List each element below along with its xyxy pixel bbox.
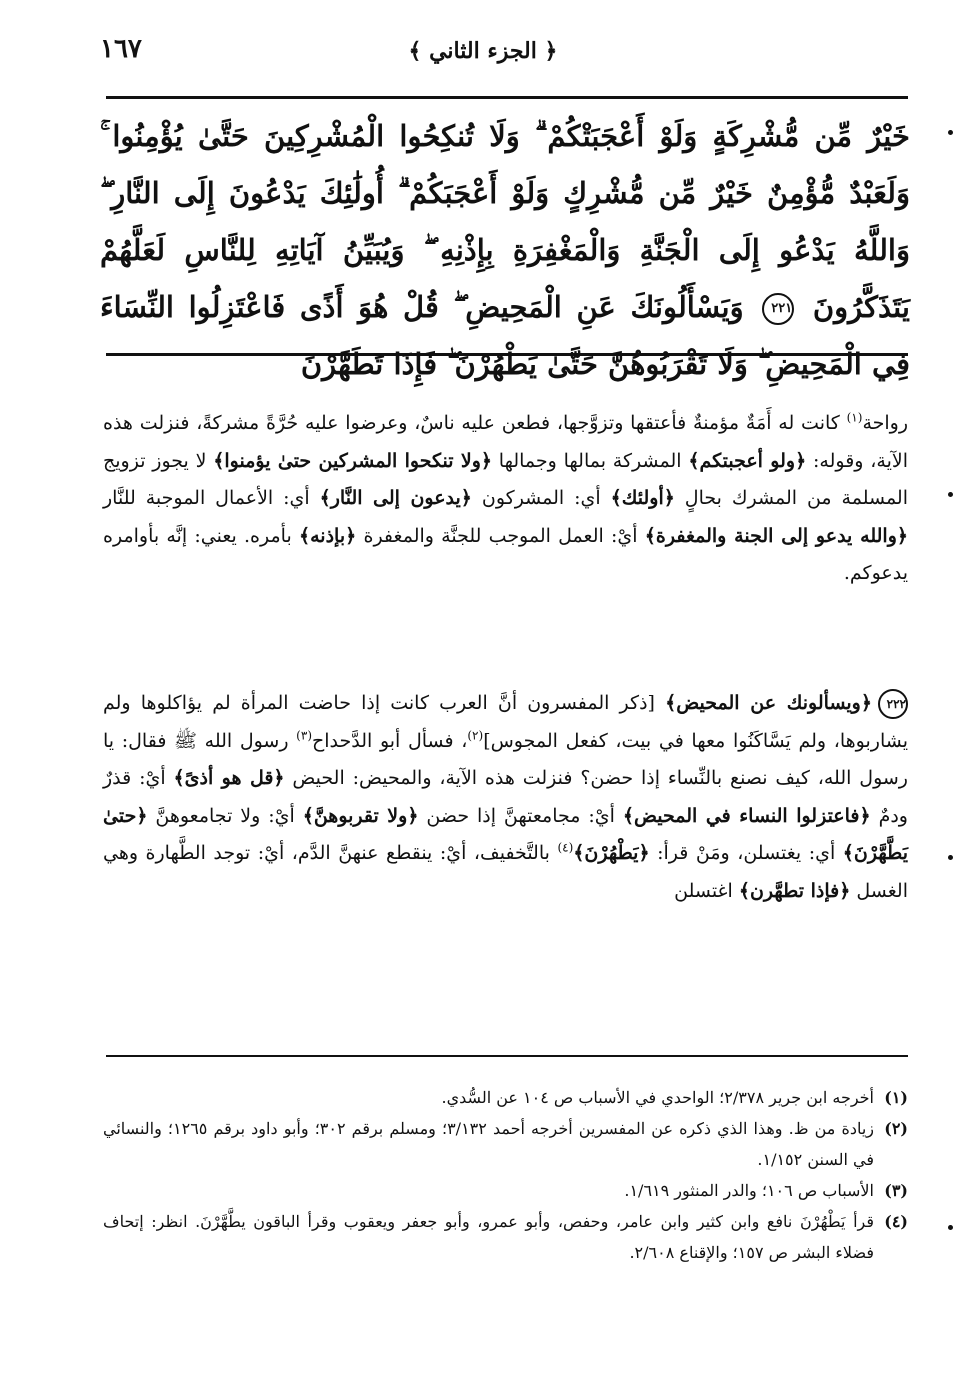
quote-faidha-tatahharna: ﴿فإذا تطهَّرن﴾ bbox=[738, 879, 851, 902]
verse-bottom-rule bbox=[106, 353, 908, 356]
footnote-text: زيادة من ظ. وهذا الذي ذكره عن المفسرين أخرجه أحمد ٣/١٣٢؛ ومسلم برقم ٣٠٢؛ وأبو داود برقم ١٢٦٥؛ والنسائي في السنن ١/١٥٢. bbox=[103, 1119, 875, 1169]
quote-walaw-ajabatkum: ﴿ولو أعجبتكم﴾ bbox=[688, 449, 807, 472]
quran-verse-block bbox=[100, 108, 910, 393]
text-span: [ذكر المفسرون أنَّ العرب كانت إذا حاضت المرأة لم يؤاكلوها ولم يشاربوها، ولم يَسَّاكَنُوا معها في بيت، كفعل المجوس] bbox=[103, 692, 908, 752]
footnote-separator bbox=[106, 1055, 908, 1057]
text-span: أيْ: ولا تجامعوهنَّ bbox=[147, 804, 303, 827]
footnote-text: أخرجه ابن جرير ٢/٣٧٨؛ الواحدي في الأسباب ص ١٠٤ عن السُّدي. bbox=[441, 1088, 874, 1107]
quote-wallahu-yadu: ﴿والله يدعو إلى الجنة والمغفرة﴾ bbox=[644, 524, 908, 547]
quote-qul-huwa-adha: ﴿قل هو أذىً﴾ bbox=[173, 767, 285, 789]
footnote-number: (١) bbox=[884, 1088, 908, 1107]
text-span: ، فسأل أبو الدَّحداح bbox=[312, 729, 468, 752]
footnote-text: الأسباب ص ١٠٦؛ والدر المنثور ١/٦١٩. bbox=[624, 1181, 874, 1200]
quote-fatazilu: ﴿فاعتزلوا النساء في المحيض﴾ bbox=[622, 804, 871, 827]
text-span: أيْ: قذرٌ ودمٌ bbox=[103, 767, 908, 827]
footnote-number: (٤) bbox=[884, 1212, 908, 1231]
quote-ulaika: ﴿أولئك﴾ bbox=[610, 487, 675, 509]
text-span: أي: الأعمال الموجبة للنَّار bbox=[103, 487, 320, 509]
text-span: اغتسلن bbox=[674, 879, 739, 902]
text-span: لا يجوز تزويج المسلمة من المشرك بحالٍ bbox=[103, 449, 908, 509]
footnote-3 bbox=[103, 1175, 908, 1206]
text-span: بأمره. يعني: إنَّه بأوامره يدعوكم. bbox=[103, 524, 908, 584]
footnote-2 bbox=[103, 1113, 908, 1175]
scan-speck bbox=[948, 492, 953, 497]
quote-yadunna-ilan-nar: ﴿يدعون إلى النَّار﴾ bbox=[319, 487, 472, 509]
scan-speck bbox=[948, 130, 953, 135]
ayah-number-222: ٢٢٢ bbox=[878, 689, 908, 719]
footnote-1 bbox=[103, 1082, 908, 1113]
footnote-ref-1: (١) bbox=[846, 410, 863, 425]
footnotes bbox=[103, 1082, 908, 1268]
footnote-ref-3: (٣) bbox=[296, 728, 312, 743]
text-span: كانت له أَمَةٌ مؤمنةٌ فأعتقها وتزوَّجها، فطعن عليه ناسٌ، وعرضوا عليه حُرَّةً مشركةً، فنزلت هذه الآية، وقوله: bbox=[103, 412, 908, 472]
commentary-paragraph-2 bbox=[103, 685, 908, 910]
ayah-number-221: ٢٢١ bbox=[762, 293, 794, 325]
footnote-text: قرأ يَطْهُرْنَ نافع وابن كثير وابن عامر، وحفص، وأبو عمرو، وأبو جعفر ويعقوب وقرأ الباقون يطَّهَّرْنَ. انظر: إتحاف فضلاء البشر ص ١٥٧؛ والإقناع ٢/٦٠٨. bbox=[103, 1212, 874, 1262]
text-span: بالتَّخفيف، أيْ: ينقطع عنهنَّ الدَّم، أيْ: توجد الطَّهارة وهي الغسل bbox=[103, 842, 908, 902]
scan-speck bbox=[948, 1225, 953, 1230]
quote-yathurna: ﴿يَطْهُرْنَ﴾ bbox=[573, 842, 650, 864]
text-span: أيْ: العمل الموجب للجنَّة والمغفرة bbox=[356, 524, 645, 547]
footnote-ref-4: (٤) bbox=[557, 840, 574, 855]
quote-wala-taqrabuhunna: ﴿ولا تقربوهنَّ﴾ bbox=[302, 804, 419, 827]
text-span: رسول الله ﷺ فقال: يا رسول الله، كيف نصنع بالنِّساء إذا حضن؟ فنزلت هذه الآية، والمحيض: الحيض bbox=[103, 729, 908, 789]
page-header bbox=[100, 28, 866, 78]
text-span: أيْ: مجامعتهنَّ إذا حضن bbox=[418, 804, 623, 827]
part-title: ﴿ الجزء الثاني ﴾ bbox=[408, 38, 558, 64]
footnote-number: (٣) bbox=[884, 1181, 908, 1200]
quote-yasalunaka: ﴿ويسألونك عن المحيض﴾ bbox=[665, 692, 872, 714]
quote-biidhnihi: ﴿بإذنه﴾ bbox=[298, 524, 357, 547]
footnote-number: (٢) bbox=[884, 1119, 908, 1138]
text-span: المشركة بمالها وجمالها bbox=[492, 449, 689, 472]
scan-speck bbox=[948, 855, 953, 860]
text-span: رواحة bbox=[862, 412, 908, 434]
text-span: أي: المشركون bbox=[471, 487, 611, 509]
commentary-paragraph-1 bbox=[103, 405, 908, 593]
verse-text-part2: وَيَسْأَلُونَكَ عَنِ الْمَحِيضِ ۖ قُلْ هُوَ أَذًى فَاعْتَزِلُوا النِّسَاءَ فِي الْمَحِيضِ ۖ وَلَا تَقْرَبُوهُنَّ حَتَّىٰ يَطْهُرْنَ ۖ فَإِذَا تَطَهَّرْنَ bbox=[100, 290, 910, 381]
footnote-ref-2: (٢) bbox=[467, 728, 484, 743]
verse-text-part1: خَيْرٌ مِّن مُّشْرِكَةٍ وَلَوْ أَعْجَبَتْكُمْ ۗ وَلَا تُنكِحُوا الْمُشْرِكِينَ حَتَّىٰ يُؤْمِنُوا ۚ وَلَعَبْدٌ مُّؤْمِنٌ خَيْرٌ مِّن مُّشْرِكٍ وَلَوْ أَعْجَبَكُمْ ۗ أُولَٰئِكَ يَدْعُونَ إِلَى النَّارِ ۖ وَاللَّهُ يَدْعُو إِلَى الْجَنَّةِ وَالْمَغْفِرَةِ بِإِذْنِهِ ۖ وَيُبَيِّنُ آيَاتِهِ لِلنَّاسِ لَعَلَّهُمْ يَتَذَكَّرُونَ bbox=[100, 119, 910, 324]
footnote-4 bbox=[103, 1206, 908, 1268]
top-rule bbox=[106, 96, 908, 99]
quote-hatta-yattahharna: ﴿حتىٰ يَطَّهَّرْنَ﴾ bbox=[103, 804, 908, 864]
quote-la-tunkihu: ﴿ولا تنكحوا المشركين حتىٰ يؤمنوا﴾ bbox=[213, 449, 493, 472]
page-number: ١٦٧ bbox=[100, 34, 142, 64]
text-span: أي: يغتسلن، ومَنْ قرأ: bbox=[649, 842, 843, 864]
